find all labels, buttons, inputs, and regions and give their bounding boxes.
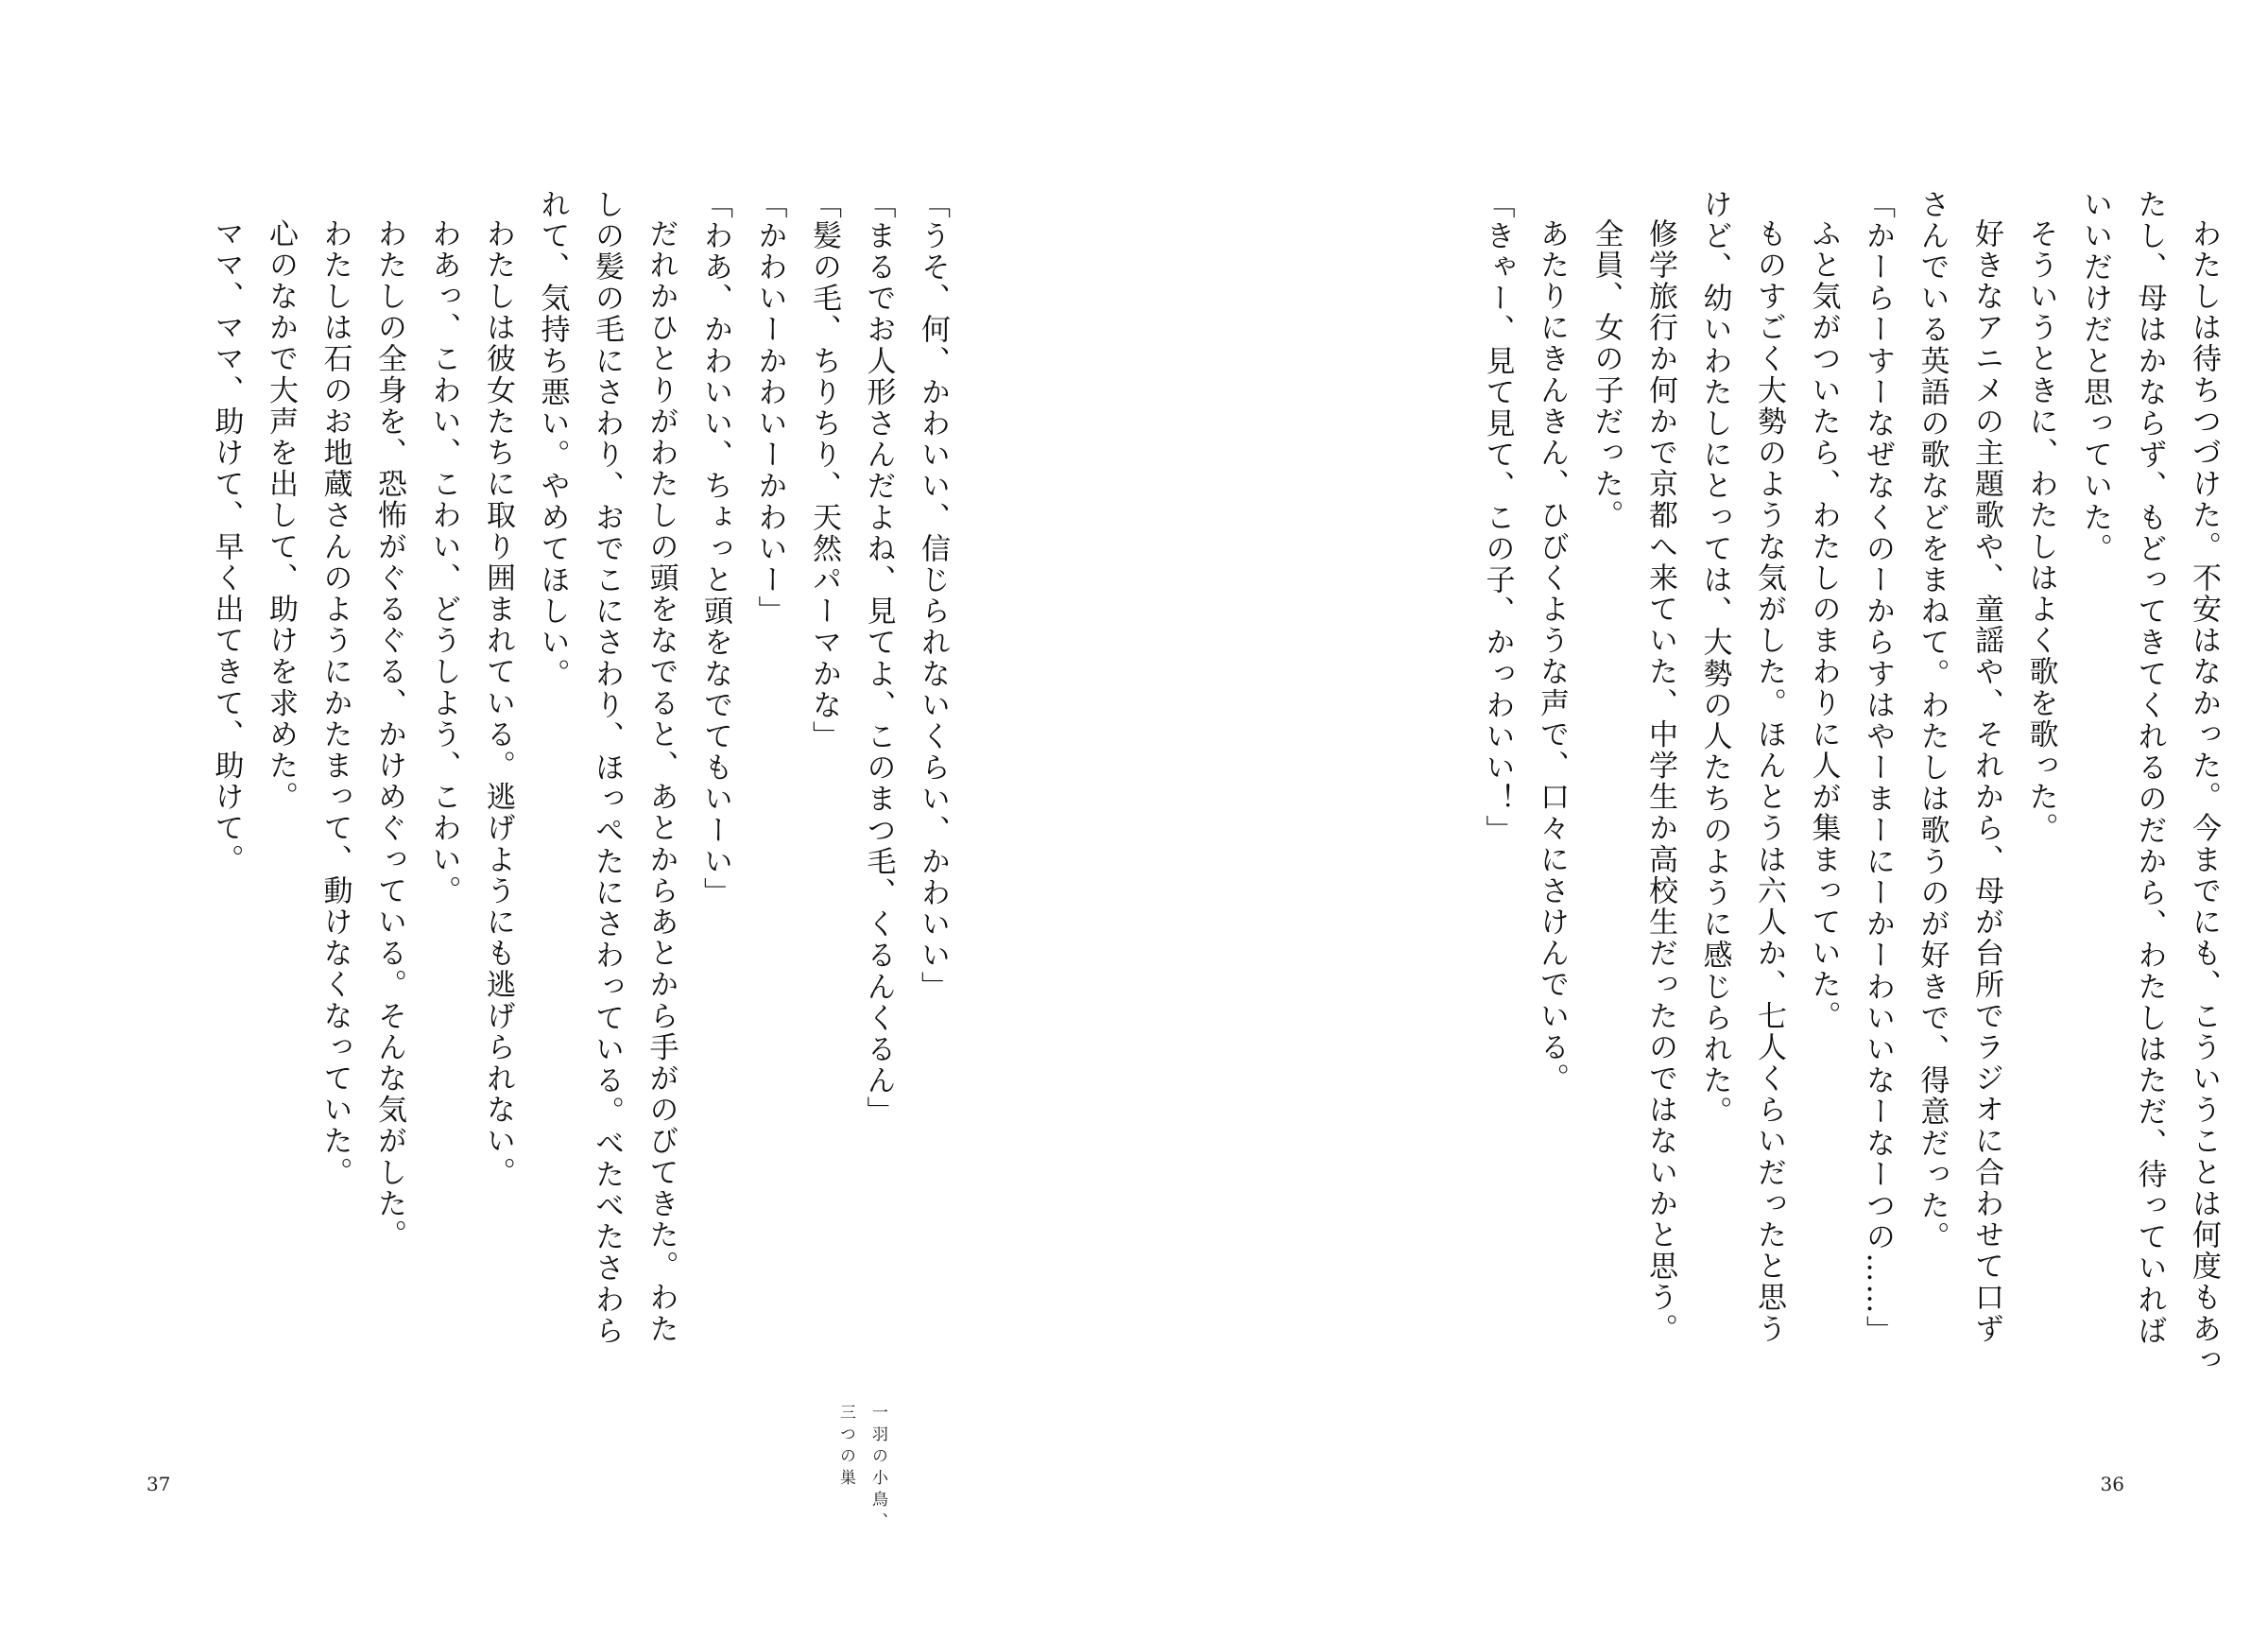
text-line: 心のなかで大声を出して、助けを求めた。 (264, 218, 298, 813)
text-line: 好きなアニメの主題歌や、童謡や、それから、母が台所でラジオに合わせて口ず (1969, 218, 2003, 1345)
text-line: ママ、ママ、助けて、早く出てきて、助けて。 (209, 218, 244, 876)
right-page (1134, 0, 2268, 1640)
text-line: 修学旅行か何かで京都へ来ていた、中学生か高校生だったのではないかと思う。 (1643, 218, 1677, 1345)
text-line: たし、母はかならず、もどってきてくれるのだから、わたしはただ、待っていれば (2132, 189, 2167, 1347)
text-line: けど、幼いわたしにとっては、大勢の人たちのように感じられた。 (1697, 189, 1732, 1128)
text-line: 「かーらーすーなぜなくのーからすはやーまーにーかーわいいなーなーつの……」 (1861, 189, 1895, 1347)
text-line: あたりにきんきん、ひびくような声で、口々にさけんでいる。 (1535, 218, 1569, 1095)
running-head-line: 三つの巣 (836, 1404, 855, 1491)
running-head-line: 一羽の小鳥、 (868, 1404, 887, 1534)
text-line: 「わあ、かわいい、ちょっと頭をなでてもいーい」 (698, 189, 732, 909)
text-line: 「うそ、何、かわいい、信じられないくらい、かわいい」 (916, 189, 950, 1003)
text-line: だれかひとりがわたしの頭をなでると、あとからあとから手がのびてきた。わた (644, 218, 679, 1345)
text-line: ふと気がついたら、わたしのまわりに人が集まっていた。 (1806, 218, 1841, 1032)
text-line: わたしは待ちつづけた。不安はなかった。今までにも、こういうことは何度もあっ (2187, 218, 2221, 1376)
text-line: わたしの全身を、恐怖がぐるぐる、かけめぐっている。そんな気がした。 (372, 218, 406, 1252)
text-line: 全員、女の子だった。 (1589, 218, 1624, 531)
text-line: さんでいる英語の歌などをまねて。わたしは歌うのが好きで、得意だった。 (1915, 189, 1950, 1253)
page-number: 36 (2100, 1473, 2124, 1495)
left-page-text (156, 189, 959, 1475)
text-line: わあっ、こわい、こわい、どうしよう、こわい。 (426, 218, 461, 907)
text-line: そういうときに、わたしはよく歌を歌った。 (2023, 218, 2058, 844)
text-line: ものすごく大勢のような気がした。ほんとうは六人か、七人くらいだったと思う (1752, 218, 1786, 1345)
text-line: れて、気持ち悪い。やめてほしい。 (535, 189, 570, 690)
text-line: わたしは石のお地蔵さんのようにかたまって、動けなくなっていた。 (318, 218, 352, 1189)
text-line: 「かわいーかわいーかわいー」 (752, 189, 787, 628)
page-number: 37 (146, 1473, 171, 1495)
text-line: 「髪の毛、ちりちり、天然パーマかな」 (807, 189, 841, 752)
running-head (830, 1404, 894, 1534)
text-line: 「きゃー、見て見て、この子、かっわいい！」 (1480, 189, 1515, 847)
text-line: わたしは彼女たちに取り囲まれている。逃げようにも逃げられない。 (481, 218, 515, 1189)
text-line: 「まるでお人形さんだよね、見てよ、このまつ毛、くるんくるん」 (861, 189, 896, 1128)
text-line: いいだけだと思っていた。 (2078, 189, 2112, 565)
text-line: しの髪の毛にさわり、おでこにさわり、ほっぺたにさわっている。べたべたさわら (590, 189, 624, 1347)
right-page-text (1436, 189, 2230, 1475)
